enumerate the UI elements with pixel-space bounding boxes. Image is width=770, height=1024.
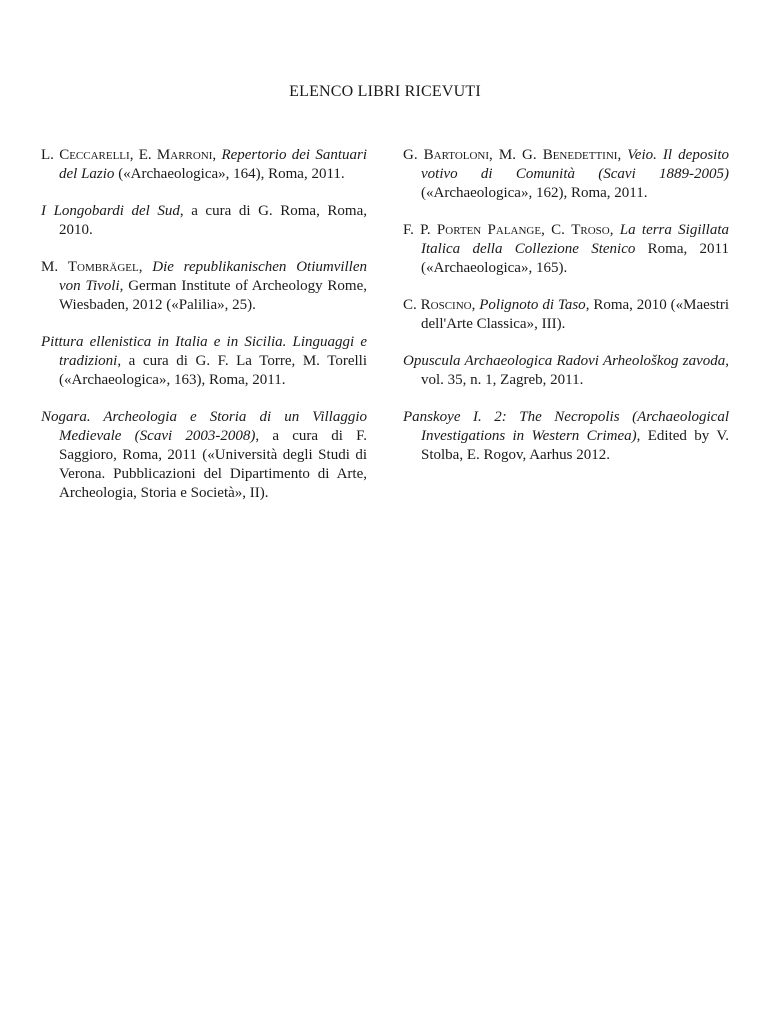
entry-text: , E. bbox=[129, 147, 157, 163]
author-name: Bartoloni bbox=[423, 147, 490, 163]
entry-text: , Roma, 2010 («Maestri dell'Arte Classica», III). bbox=[421, 297, 729, 332]
entry-text: , bbox=[609, 222, 620, 238]
entry-text: , a cura di G. F. La Torre, M. Torelli («Archaeologica», 163), Roma, 2011. bbox=[59, 353, 367, 388]
entry-text: , vol. 35, n. 1, Zagreb, 2011. bbox=[421, 353, 729, 388]
author-name: Roscino bbox=[420, 297, 472, 313]
book-title: La terra Sigillata Italica della Collezione Stenico bbox=[421, 222, 730, 257]
book-entry bbox=[41, 258, 367, 315]
page-title: ELENCO LIBRI RICEVUTI bbox=[289, 83, 481, 100]
book-entry bbox=[41, 333, 367, 390]
entry-text: , a cura di G. Roma, Roma, 2010. bbox=[59, 203, 367, 238]
author-name: Troso bbox=[571, 222, 610, 238]
book-title: Nogara. Archeologia e Storia di un Villaggio Medievale (Scavi 2003-2008) bbox=[41, 409, 367, 444]
entry-text: , bbox=[138, 259, 153, 275]
book-entry bbox=[403, 146, 729, 203]
entry-text: F. P. bbox=[403, 222, 437, 238]
book-title: I Longobardi del Sud bbox=[41, 203, 180, 219]
author-name: Tombrägel bbox=[67, 259, 139, 275]
book-title: Veio. Il deposito votivo di Comunità (Scavi 1889-2005) bbox=[421, 147, 730, 182]
author-name: Benedettini bbox=[542, 147, 618, 163]
entry-text: M. bbox=[41, 259, 68, 275]
entry-text: , German Institute of Archeology Rome, Wiesbaden, 2012 («Palilia», 25). bbox=[59, 278, 367, 313]
book-title: Pittura ellenistica in Italia e in Sicilia. Linguaggi e tradizioni bbox=[41, 334, 367, 369]
book-entry bbox=[41, 146, 367, 184]
right-column bbox=[403, 146, 729, 483]
entry-text: , bbox=[212, 147, 222, 163]
book-entry bbox=[403, 352, 729, 390]
entry-text: L. bbox=[41, 147, 60, 163]
book-title: Opuscula Archaeologica Radovi Arheološkog zavoda bbox=[403, 353, 726, 369]
entry-text: , bbox=[617, 147, 628, 163]
author-name: Porten Palange bbox=[436, 222, 542, 238]
author-name: Marroni bbox=[156, 147, 213, 163]
entry-text: («Archaeologica», 162), Roma, 2011. bbox=[421, 185, 648, 201]
entry-text: , C. bbox=[541, 222, 572, 238]
book-entry bbox=[41, 202, 367, 240]
book-title: Polignoto di Taso bbox=[479, 297, 586, 313]
book-entry bbox=[403, 296, 729, 334]
author-name: Ceccarelli bbox=[59, 147, 130, 163]
left-column bbox=[41, 146, 367, 521]
book-entry bbox=[41, 408, 367, 503]
book-entry bbox=[403, 408, 729, 465]
entry-text: , bbox=[471, 297, 480, 313]
entry-text: C. bbox=[403, 297, 421, 313]
book-title: Die republikanischen Otiumvillen von Tivoli bbox=[59, 259, 368, 294]
book-title: Panskoye I. 2: The Necropolis (Archaeological Investigations in Western Crimea) bbox=[403, 409, 729, 444]
entry-text: Roma, 2011 («Archaeologica», 165). bbox=[421, 241, 729, 276]
entry-text: , Edited by V. Stolba, E. Rogov, Aarhus 2012. bbox=[421, 428, 729, 463]
book-entry bbox=[403, 221, 729, 278]
entry-text: , M. G. bbox=[489, 147, 543, 163]
entry-text: («Archaeologica», 164), Roma, 2011. bbox=[114, 166, 345, 182]
book-title: Repertorio dei Santuari del Lazio bbox=[59, 147, 367, 182]
entry-text: , a cura di F. Saggioro, Roma, 2011 («Università degli Studi di Verona. Pubblicazioni del Dipartimento di Arte, Archeologia, Storia e Società», II). bbox=[59, 428, 367, 501]
entry-text: G. bbox=[403, 147, 424, 163]
